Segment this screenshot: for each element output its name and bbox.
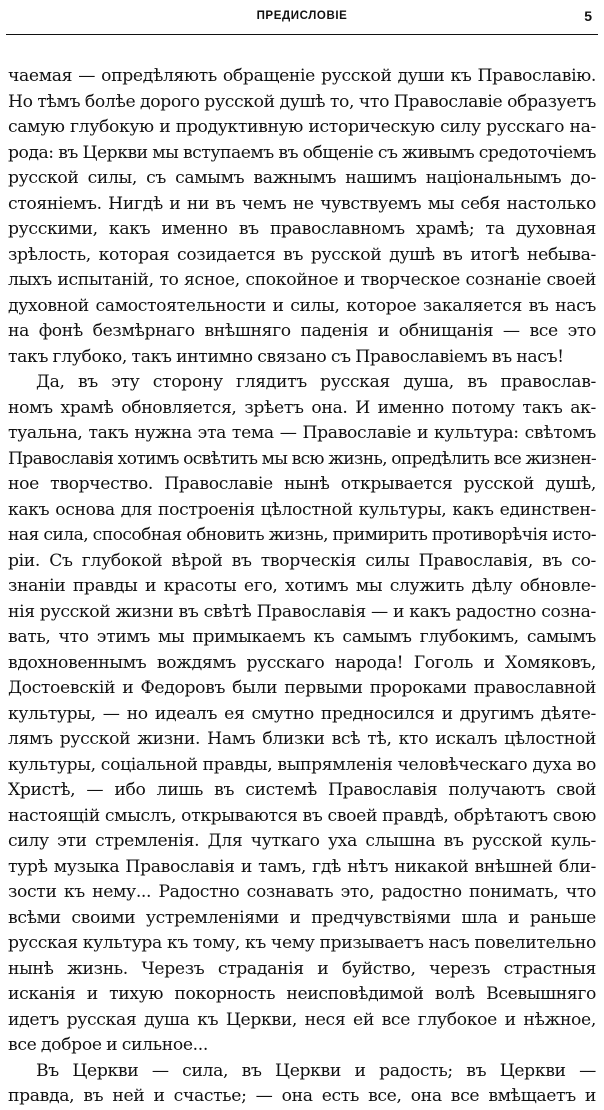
text-line: правда, въ ней и счастье; — она есть все, она все вмѣщаетъ и bbox=[8, 1086, 596, 1106]
text-line: ріи. Съ глубокой вѣрой въ творческія силы Православія, въ со- bbox=[8, 550, 596, 571]
text-line: на фонѣ безмѣрнаго внѣшняго паденія и обнищанія — все это bbox=[8, 321, 596, 341]
page-number: 5 bbox=[584, 8, 592, 24]
text-line: Въ Церкви — сила, въ Церкви и радость; въ Церкви — bbox=[36, 1060, 596, 1081]
text-line: рода: въ Церкви мы вступаемъ въ общеніе съ живымъ средоточіемъ bbox=[8, 142, 596, 163]
text-line: Да, въ эту сторону глядитъ русская душа, въ православ- bbox=[36, 372, 596, 392]
header-rule bbox=[6, 34, 598, 35]
text-line: все доброе и сильное... bbox=[8, 1035, 208, 1055]
body-text bbox=[8, 64, 596, 1110]
text-line: лыхъ испытаній, то ясное, спокойное и творческое сознаніе своей bbox=[8, 270, 596, 290]
paragraph bbox=[8, 370, 596, 1059]
text-line: вать, что этимъ мы примыкаемъ къ самымъ глубокимъ, самымъ bbox=[8, 627, 596, 647]
text-line: русской силы, съ самымъ важнымъ нашимъ національнымъ до- bbox=[8, 168, 596, 188]
text-line: знаніи правды и красоты его, хотимъ мы служить дѣлу обновле- bbox=[8, 576, 596, 596]
text-line: ная сила, способная обновить жизнь, примирить противорѣчія исто- bbox=[8, 525, 596, 545]
text-line: турѣ музыка Православія и тамъ, гдѣ нѣтъ никакой внѣшней бли- bbox=[8, 856, 596, 877]
text-line: идетъ русская душа къ Церкви, неся ей все глубокое и нѣжное, bbox=[8, 1009, 596, 1030]
text-line: зости къ нему... Радостно сознавать это, радостно понимать, что bbox=[8, 882, 596, 902]
text-line: стояніемъ. Нигдѣ и ни въ чемъ не чувствуемъ мы себя настолько bbox=[8, 193, 596, 214]
text-line: настоящій смыслъ, открываются въ своей правдѣ, обрѣтаютъ свою bbox=[8, 805, 596, 826]
text-line: русская культура къ тому, къ чему призываетъ насъ повелительно bbox=[8, 933, 596, 953]
running-head: ПРЕДИСЛОВІЕ bbox=[256, 10, 348, 22]
text-line: чаемая — опредѣляють обращеніе русской души къ Православію. bbox=[8, 66, 596, 86]
text-line: культуры, — но идеалъ ея смутно предносился и другимъ дѣяте- bbox=[8, 703, 596, 724]
text-line: Но тѣмъ болѣе дорого русской душѣ то, что Православіе образуетъ bbox=[8, 91, 596, 112]
paragraph bbox=[8, 1059, 596, 1110]
text-line: всѣми своими устремленіями и предчувствіями шла и раньше bbox=[8, 907, 596, 928]
text-line: силу эти стремленія. Для чуткаго уха слышна въ русской куль- bbox=[8, 831, 596, 851]
text-line: исканія и тихую покорность неисповѣдимой волѣ Всевышняго bbox=[8, 984, 596, 1004]
text-line: ное творчество. Православіе нынѣ открывается русской душѣ, bbox=[8, 474, 596, 494]
text-line: Достоевскій и Федоровъ были первыми пророками православной bbox=[8, 678, 596, 698]
paragraph bbox=[8, 64, 596, 370]
text-line: зрѣлость, которая созидается въ русской душѣ въ итогѣ небыва- bbox=[8, 244, 596, 265]
text-line: такъ глубоко, такъ интимно связано съ Православіемъ въ насъ! bbox=[8, 346, 564, 367]
text-line: русскими, какъ именно въ православномъ храмѣ; та духовная bbox=[8, 219, 596, 239]
text-line: самую глубокую и продуктивную историческую силу русскаго на- bbox=[8, 117, 596, 137]
text-line: туальна, такъ нужна эта тема — Православіе и культура: свѣтомъ bbox=[8, 423, 596, 443]
text-line: культуры, соціальной правды, выпрямленія человѣческаго духа во bbox=[8, 754, 596, 775]
text-line: какъ основа для построенія цѣлостной культуры, какъ единствен- bbox=[8, 499, 596, 520]
text-line: духовной самостоятельности и силы, которое закаляется въ насъ bbox=[8, 295, 596, 316]
text-line: нія русской жизни въ свѣтѣ Православія — и какъ радостно сознa- bbox=[8, 601, 596, 622]
text-line: лямъ русской жизни. Намъ близки всѣ тѣ, кто искалъ цѣлостной bbox=[8, 729, 596, 749]
text-line: Христѣ, — ибо лишь въ системѣ Православія получаютъ свой bbox=[8, 780, 596, 800]
text-line: Православія хотимъ освѣтить мы всю жизнь, опредѣлить все жизнен- bbox=[8, 448, 596, 469]
page-header bbox=[0, 10, 604, 30]
text-line: вдохновеннымъ вождямъ русскаго народа! Гоголь и Хомяковъ, bbox=[8, 652, 596, 673]
text-line: нынѣ жизнь. Черезъ страданія и буйство, черезъ страстныя bbox=[8, 958, 596, 979]
text-line: номъ храмѣ обновляется, зрѣетъ она. И именно потому такъ ак- bbox=[8, 397, 596, 418]
